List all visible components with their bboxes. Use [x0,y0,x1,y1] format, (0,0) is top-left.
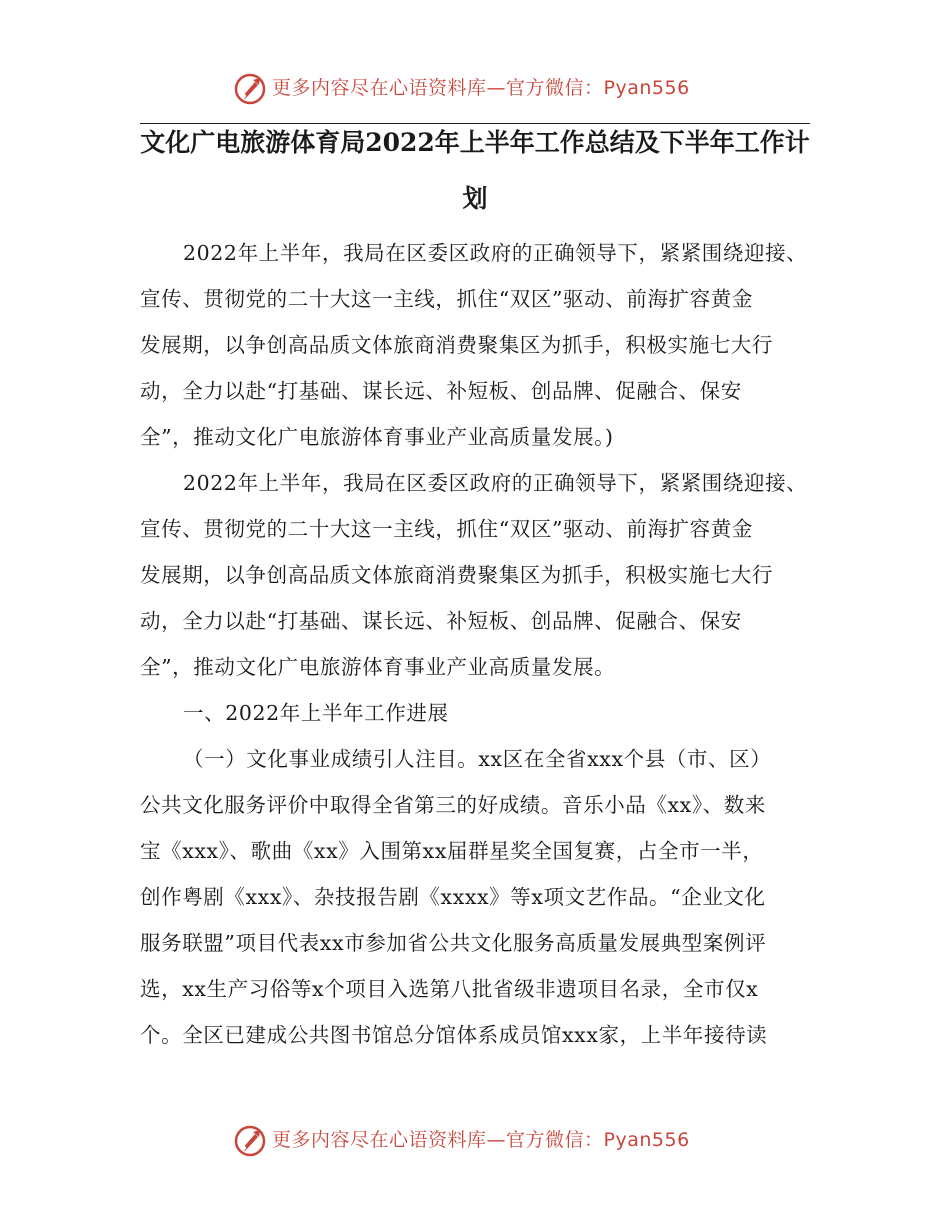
paragraph-line: 公共文化服务评价中取得全省第三的好成绩。音乐小品《xx》、数来 [140,793,766,817]
paragraph-line: 2022年上半年，我局在区委区政府的正确领导下，紧紧围绕迎接、 [183,471,808,495]
section-heading: 一、2022年上半年工作进展 [183,701,449,725]
paragraph-line: 服务联盟”项目代表xx市参加省公共文化服务高质量发展典型案例评 [140,931,767,955]
watermark-banner-bottom [0,1120,950,1160]
paragraph-line: 动，全力以赴“打基础、谋长远、补短板、创品牌、促融合、保安 [140,379,742,403]
paragraph-line: 发展期，以争创高品质文体旅商消费聚集区为抓手，积极实施七大行 [140,563,773,587]
pen-seal-icon [233,1124,267,1158]
watermark-text: 更多内容尽在心语资料库—官方微信：Pyan556 [272,1129,690,1151]
paragraph-line: 宣传、贯彻党的二十大这一主线，抓住“双区”驱动、前海扩容黄金 [140,517,753,541]
pen-seal-icon [233,72,267,106]
paragraph-line: 创作粤剧《xxx》、杂技报告剧《xxxx》等x项文艺作品。“企业文化 [140,885,766,909]
paragraph-line: 选，xx生产习俗等x个项目入选第八批省级非遗项目名录，全市仅x [140,977,759,1001]
paragraph-line: 个。全区已建成公共图书馆总分馆体系成员馆xxx家，上半年接待读 [140,1023,768,1047]
paragraph-line: 动，全力以赴“打基础、谋长远、补短板、创品牌、促融合、保安 [140,609,742,633]
document-title-line-1: 文化广电旅游体育局2022年上半年工作总结及下半年工作计 [140,128,810,157]
paragraph-line: 2022年上半年，我局在区委区政府的正确领导下，紧紧围绕迎接、 [183,241,808,265]
watermark-banner-top [0,68,950,108]
paragraph-line: 宣传、贯彻党的二十大这一主线，抓住“双区”驱动、前海扩容黄金 [140,287,753,311]
paragraph-line: 全”，推动文化广电旅游体育事业产业高质量发展。) [140,425,614,449]
paragraph-line: 宝《xxx》、歌曲《xx》入围第xx届群星奖全国复赛，占全市一半， [140,839,764,863]
paragraph-line: 发展期，以争创高品质文体旅商消费聚集区为抓手，积极实施七大行 [140,333,773,357]
paragraph-line: 全”，推动文化广电旅游体育事业产业高质量发展。 [140,655,616,679]
paragraph-line: （一）文化事业成绩引人注目。xx区在全省xxx个县（市、区） [183,747,772,771]
document-title-line-2: 划 [462,184,488,213]
watermark-text: 更多内容尽在心语资料库—官方微信：Pyan556 [272,77,690,99]
header-rule [140,123,810,124]
